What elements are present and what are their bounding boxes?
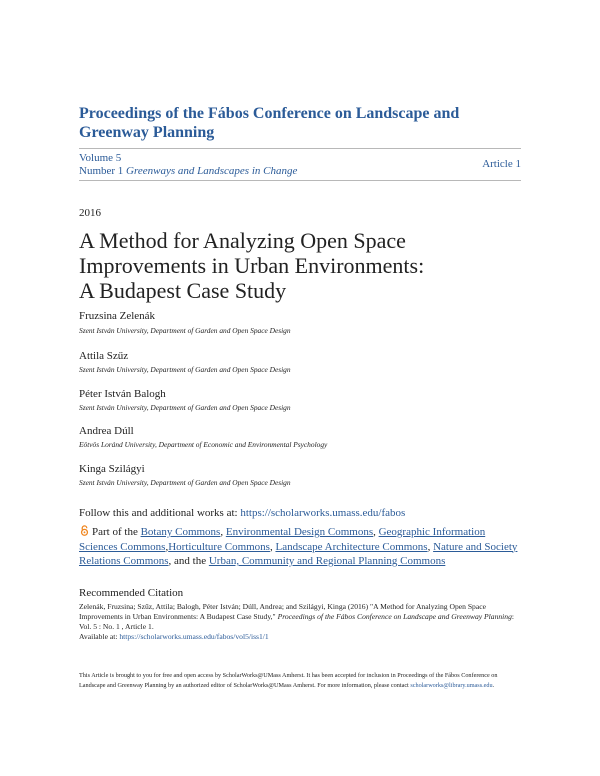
separator: , and the xyxy=(168,555,207,567)
separator: , xyxy=(165,540,169,553)
part-of-prefix: Part of the xyxy=(92,526,138,538)
part-of-commons xyxy=(79,525,519,569)
citation-journal: Proceedings of the Fábos Conference on Landscape and Greenway Planning xyxy=(277,612,512,621)
issue-number-link[interactable]: Number 1 xyxy=(79,165,124,177)
recommended-citation-heading: Recommended Citation xyxy=(79,587,184,599)
available-label: Available at: xyxy=(79,632,118,641)
author-name: Péter István Balogh xyxy=(79,388,166,400)
commons-link[interactable]: Botany Commons xyxy=(140,526,221,538)
header-rule-top xyxy=(79,148,521,149)
commons-link[interactable]: Landscape Architecture Commons xyxy=(275,540,428,553)
author-name: Attila Szűz xyxy=(79,350,129,362)
author-affiliation: Szent István University, Department of Garden and Open Space Design xyxy=(79,478,291,487)
citation-volume: : Vol. 5 : No. 1 , Article 1. xyxy=(79,612,514,631)
commons-link[interactable]: Horticulture Commons xyxy=(168,540,270,553)
publication-year: 2016 xyxy=(79,207,101,219)
paper-title: A Method for Analyzing Open Space Improvements in Urban Environments: A Budapest Case Study xyxy=(79,228,425,303)
follow-text: Follow this and additional works at: xyxy=(79,507,238,519)
follow-link[interactable]: https://scholarworks.umass.edu/fabos xyxy=(240,507,406,519)
separator: , xyxy=(427,540,431,553)
author-affiliation: Szent István University, Department of Garden and Open Space Design xyxy=(79,403,291,412)
open-access-lock-icon xyxy=(79,525,90,536)
author-affiliation: Szent István University, Department of Garden and Open Space Design xyxy=(79,365,291,374)
author-affiliation: Eötvös Loránd University, Department of Economic and Environmental Psychology xyxy=(79,440,328,449)
article-number-link[interactable]: Article 1 xyxy=(482,158,521,170)
commons-link[interactable]: Geographic Information Sciences Commons xyxy=(79,526,486,553)
author-affiliation: Szent István University, Department of Garden and Open Space Design xyxy=(79,326,291,335)
separator: , xyxy=(373,526,376,538)
issue-line xyxy=(79,165,297,178)
commons-link[interactable]: Nature and Society Relations Commons xyxy=(79,540,518,567)
author-name: Andrea Dúll xyxy=(79,425,134,437)
header-rule-bottom xyxy=(79,180,521,181)
citation-authors-title: Zelenák, Fruzsina; Szűz, Attila; Balogh, Péter István; Dúll, Andrea; and Szilágyi, Kinga (2016) "A Method for Analyzing Open Space Improvements in Urban Environments: A Budapest Case Study," xyxy=(79,602,486,621)
author-name: Fruzsina Zelenák xyxy=(79,310,156,322)
citation-text xyxy=(79,602,524,642)
volume-link[interactable]: Volume 5 xyxy=(79,152,122,164)
follow-line xyxy=(79,507,405,519)
commons-link[interactable]: Urban, Community and Regional Planning Commons xyxy=(208,555,446,567)
footer-text: This Article is brought to you for free and open access by ScholarWorks@UMass Amherst. It has been accepted for inclusion in Proceedings of the Fábos Conference on Landscape and Greenway Planning by an authorized editor of ScholarWorks@UMass Amherst. For more information, please contact xyxy=(79,672,498,689)
footer-end: . xyxy=(492,682,495,689)
author-name: Kinga Szilágyi xyxy=(79,463,145,475)
separator: , xyxy=(269,540,273,553)
separator: , xyxy=(220,526,224,538)
footer-notice xyxy=(79,671,524,691)
available-link[interactable]: https://scholarworks.umass.edu/fabos/vol5/iss1/1 xyxy=(119,632,269,641)
issue-title-link[interactable]: Greenways and Landscapes in Change xyxy=(126,165,298,177)
journal-title[interactable]: Proceedings of the Fábos Conference on Landscape and Greenway Planning xyxy=(79,105,460,141)
contact-email-link[interactable]: scholarworks@library.umass.edu xyxy=(410,682,493,689)
commons-link[interactable]: Environmental Design Commons xyxy=(225,526,374,538)
